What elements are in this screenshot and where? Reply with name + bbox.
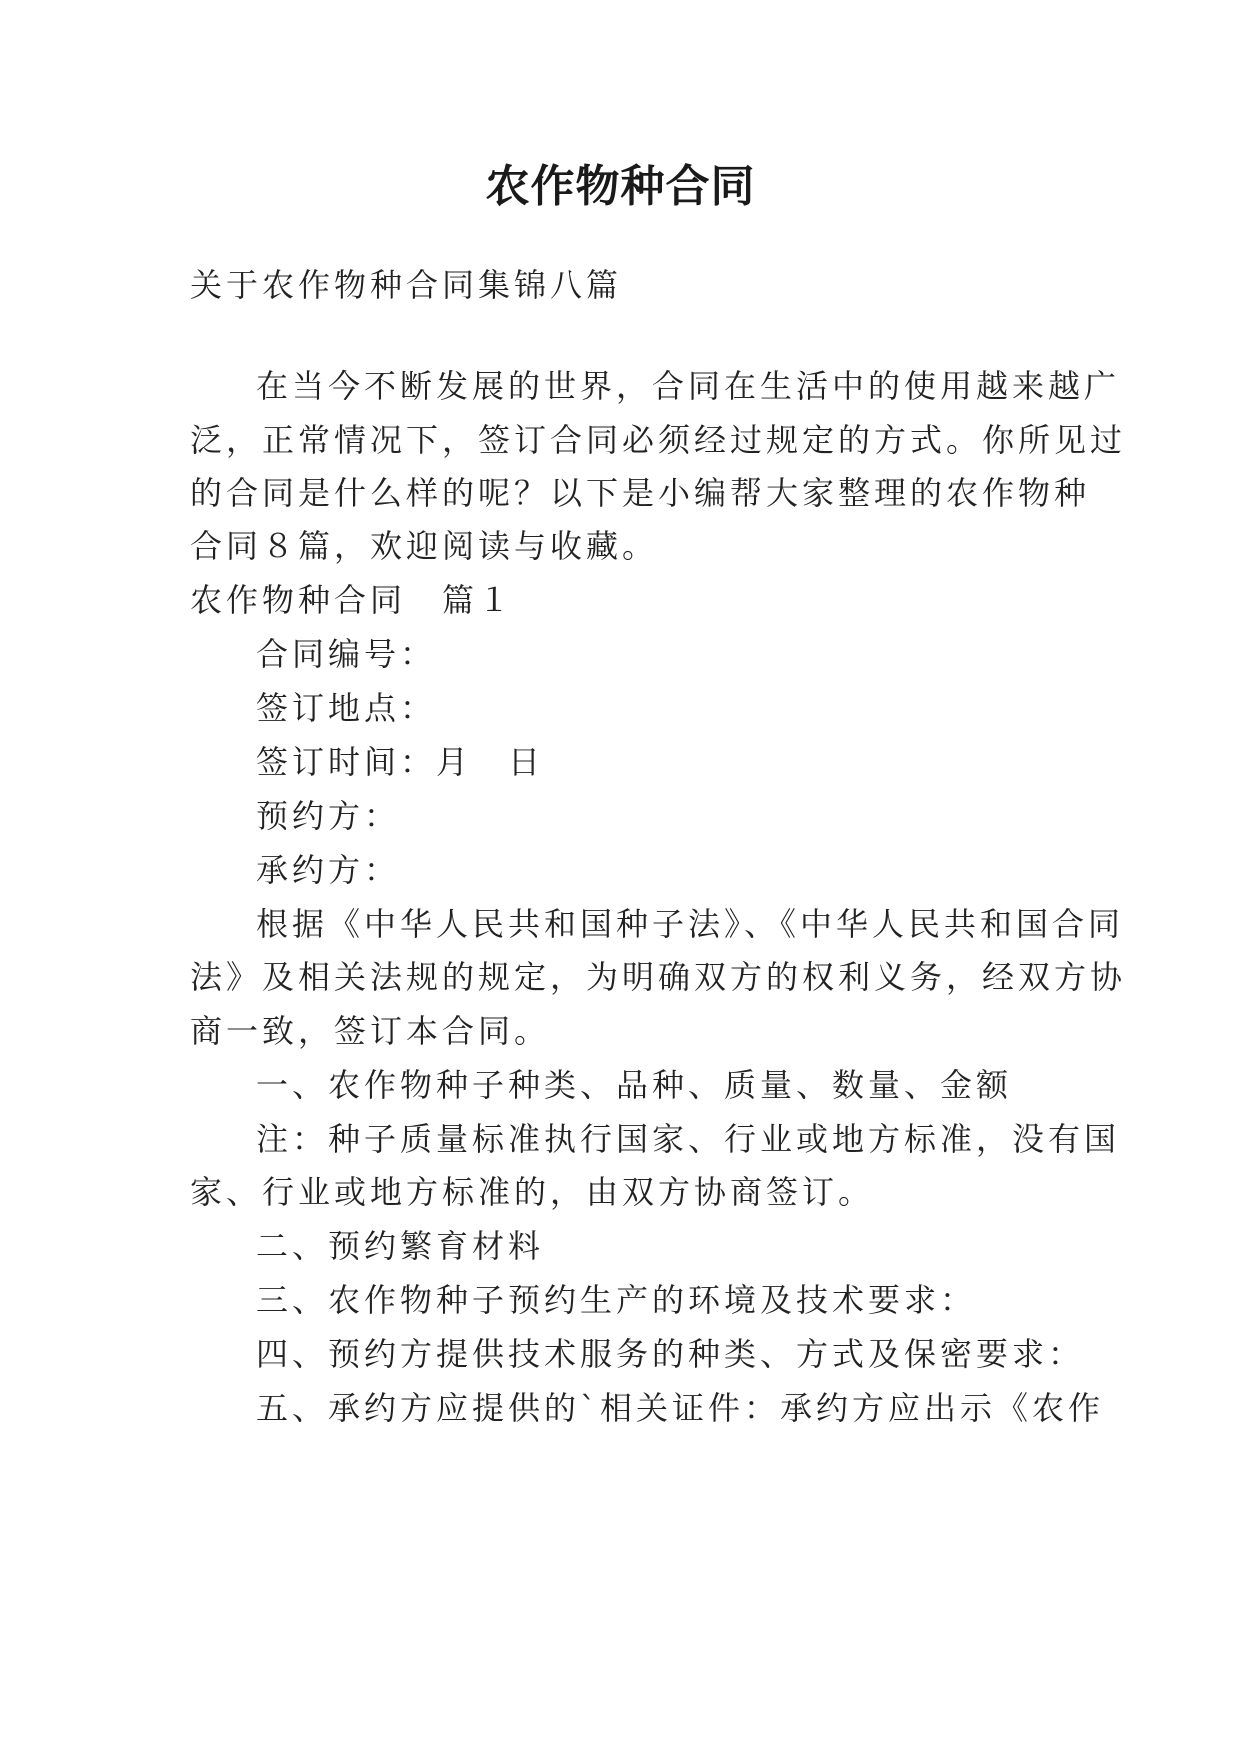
field-line: 承约方： (256, 851, 401, 889)
clause-line: 二、预约繁育材料 (256, 1227, 545, 1265)
field-line: 预约方： (256, 797, 401, 835)
paragraph-line: 家、行业或地方标准的，由双方协商签订。 (190, 1173, 875, 1211)
paragraph-line: 合同８篇，欢迎阅读与收藏。 (190, 527, 659, 565)
paragraph-line: 法》及相关法规的规定，为明确双方的权利义务，经双方协 (190, 958, 1127, 996)
paragraph-line: 注：种子质量标准执行国家、行业或地方标准，没有国 (256, 1120, 1121, 1158)
document-subtitle: 关于农作物种合同集锦八篇 (190, 266, 623, 304)
clause-line: 一、农作物种子种类、品种、质量、数量、金额 (256, 1066, 1013, 1104)
clause-line: 三、农作物种子预约生产的环境及技术要求： (256, 1281, 977, 1319)
paragraph-line: 根据《中华人民共和国种子法》、《中华人民共和国合同 (256, 905, 1125, 943)
paragraph-line: 商一致，签订本合同。 (190, 1012, 551, 1050)
paragraph-line: 泛，正常情况下，签订合同必须经过规定的方式。你所见过 (190, 421, 1127, 459)
paragraph-line: 的合同是什么样的呢？以下是小编帮大家整理的农作物种 (190, 474, 1091, 512)
clause-line: 四、预约方提供技术服务的种类、方式及保密要求： (256, 1335, 1085, 1373)
document-title: 农作物种合同 (485, 161, 756, 212)
paragraph-line: 在当今不断发展的世界，合同在生活中的使用越来越广 (256, 367, 1121, 405)
field-line: 签订地点： (256, 689, 437, 727)
field-line: 签订时间：月 日 (256, 743, 545, 781)
clause-line: 五、承约方应提供的`相关证件：承约方应出示《农作 (256, 1389, 1105, 1427)
section-heading: 农作物种合同 篇１ (190, 581, 515, 619)
field-line: 合同编号： (256, 635, 437, 673)
